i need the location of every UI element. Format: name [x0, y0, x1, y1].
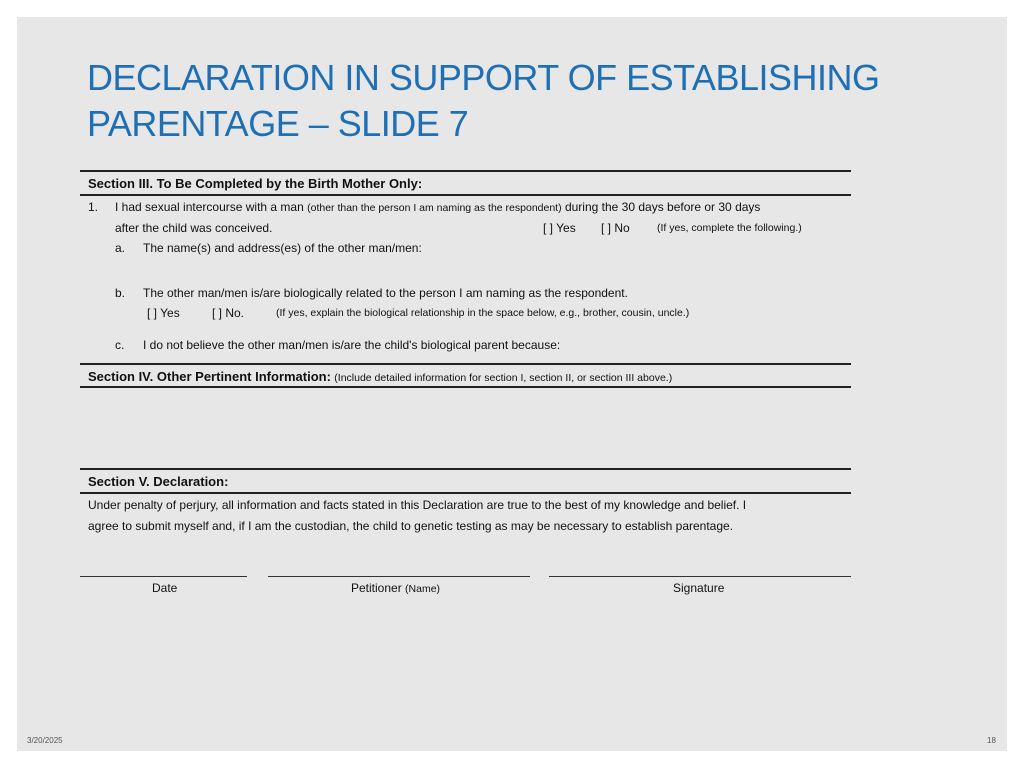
petitioner-note: (Name)	[405, 583, 441, 595]
section-3-heading: Section III. To Be Completed by the Birth Mother Only:	[88, 176, 423, 191]
petitioner-line[interactable]	[268, 576, 530, 577]
item-1-text-b: during the 30 days before or 30 days	[564, 200, 761, 214]
slide-title-line-2: PARENTAGE – SLIDE 7	[87, 103, 469, 144]
section-5-bottom-rule	[80, 492, 851, 494]
item-1-parenthetical: (other than the person I am naming as the respondent)	[307, 202, 562, 214]
section-3-bottom-rule	[80, 194, 851, 196]
section-4-heading: Section IV. Other Pertinent Information:	[88, 369, 331, 384]
item-1-note: (If yes, complete the following.)	[657, 222, 802, 234]
date-line[interactable]	[80, 576, 247, 577]
slide	[17, 17, 1007, 751]
petitioner-label-row	[351, 581, 440, 595]
item-1-no-checkbox[interactable]: [ ] No	[601, 221, 630, 235]
date-label: Date	[152, 581, 178, 595]
section-4-heading-row	[88, 369, 672, 384]
footer-date: 3/20/2025	[27, 736, 63, 745]
item-1-number: 1.	[88, 200, 99, 214]
section-4-top-rule	[80, 363, 851, 365]
section-3-top-rule	[80, 170, 851, 172]
declaration-line-2: agree to submit myself and, if I am the custodian, the child to genetic testing as may be necessary to establish parentage.	[88, 519, 734, 533]
slide-title-line-1: DECLARATION IN SUPPORT OF ESTABLISHING	[87, 57, 880, 98]
item-b-no-checkbox[interactable]: [ ] No.	[212, 306, 245, 320]
item-1-text-a: I had sexual intercourse with a man	[115, 200, 304, 214]
item-a-text: The name(s) and address(es) of the other man/men:	[143, 241, 422, 255]
item-1-line-2: after the child was conceived.	[115, 221, 273, 235]
item-b-note: (If yes, explain the biological relationship in the space below, e.g., brother, cousin, uncle.)	[276, 307, 690, 319]
footer-page-number: 18	[987, 736, 996, 745]
declaration-line-1: Under penalty of perjury, all information and facts stated in this Declaration are true to the best of my knowledge and belief. I	[88, 498, 747, 512]
item-c-text: I do not believe the other man/men is/are the child's biological parent because:	[143, 338, 561, 352]
item-1-text	[115, 200, 760, 214]
item-b-yes-checkbox[interactable]: [ ] Yes	[147, 306, 180, 320]
section-4-note: (Include detailed information for section I, section II, or section III above.)	[334, 372, 673, 384]
item-b-text: The other man/men is/are biologically related to the person I am naming as the respondent.	[143, 286, 628, 300]
slide-title	[87, 55, 967, 147]
item-b-label: b.	[115, 286, 126, 300]
item-a-label: a.	[115, 241, 126, 255]
signature-label: Signature	[673, 581, 725, 595]
signature-line[interactable]	[549, 576, 851, 577]
petitioner-label: Petitioner	[351, 581, 402, 595]
item-c-label: c.	[115, 338, 125, 352]
section-5-heading: Section V. Declaration:	[88, 474, 229, 489]
item-1-yes-checkbox[interactable]: [ ] Yes	[543, 221, 576, 235]
section-4-bottom-rule	[80, 386, 851, 388]
section-5-top-rule	[80, 468, 851, 470]
